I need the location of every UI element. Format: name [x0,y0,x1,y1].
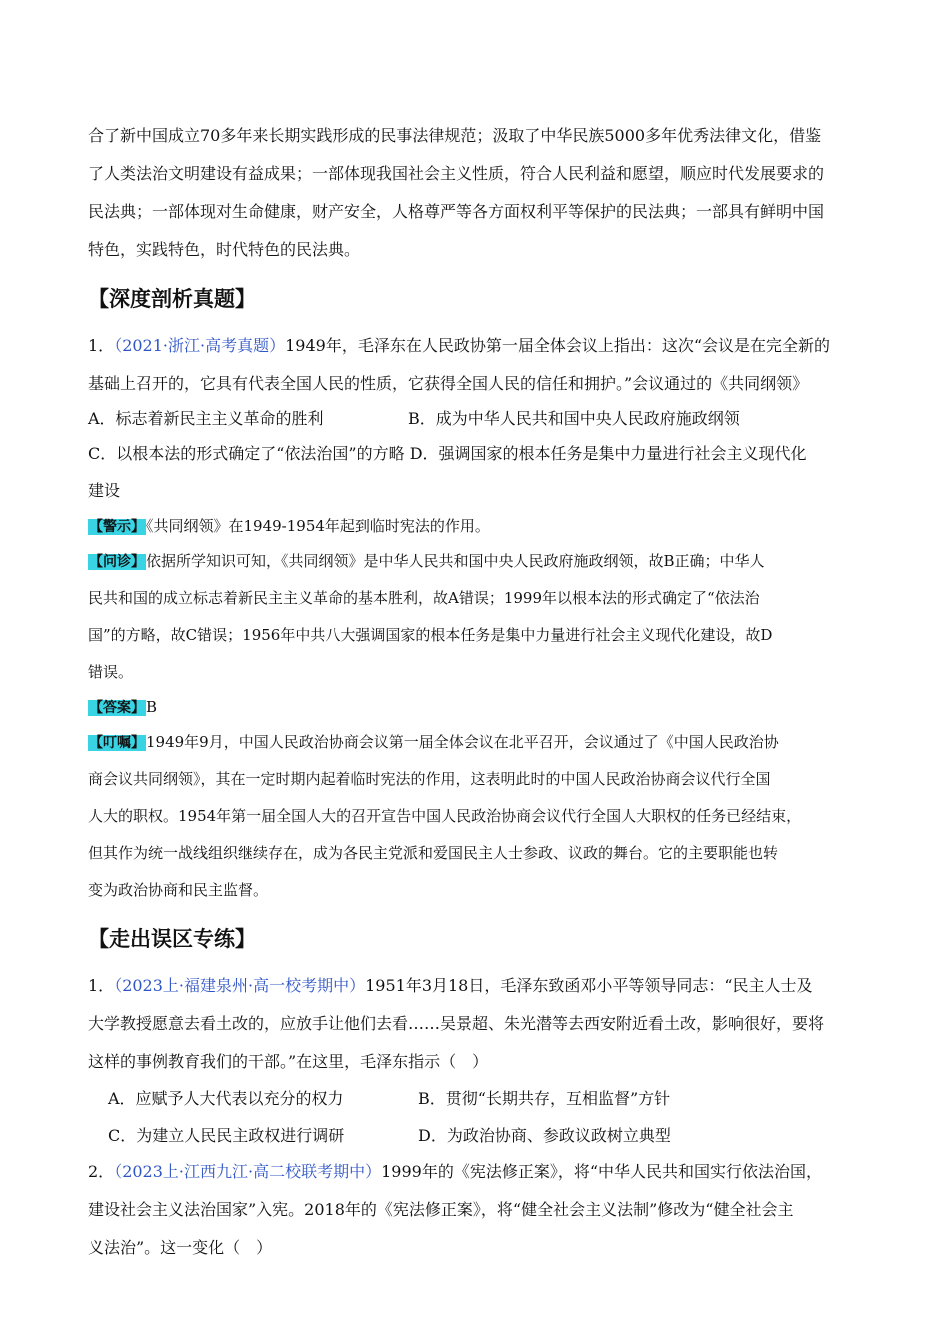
diagnosis-line-3: 国”的方略，故C错误；1956年中共八大强调国家的根本任务是集中力量进行社会主义现代化建设，故D [88,626,773,644]
diagnosis-line-4: 错误。 [88,663,134,681]
question-text: 1999年的《宪法修正案》，将“中华人民共和国实行依法治国， [381,1162,822,1181]
option-b: B．成为中华人民共和国中央人民政府施政纲领 [408,409,740,428]
practice-q1-option-b: B．贯彻“长期共存，互相监督”方针 [418,1089,671,1108]
practice-q2-line-3: 义法治”。这一变化（ ） [88,1238,273,1257]
intro-line-2: 了人类法治文明建设有益成果；一部体现我国社会主义性质，符合人民利益和愿望，顺应时代发展要求的 [88,164,825,183]
question-number: 1． [88,976,115,995]
practice-q2-line-2: 建设社会主义法治国家”入宪。2018年的《宪法修正案》，将“健全社会主义法制”修改为“健全社会主 [88,1200,794,1219]
reminder-line-2: 商会议共同纲领》，其在一定时期内起着临时宪法的作用，这表明此时的中国人民政治协商会议代行全国 [88,770,771,788]
diagnosis-text: 依据所学知识可知，《共同纲领》是中华人民共和国中央人民政府施政纲领，故B正确；中华人 [146,552,765,570]
practice-q1-option-d: D．为政治协商、参政议政树立典型 [418,1126,671,1145]
question-source: （2023上·江西九江·高二校联考期中） [114,1162,382,1181]
warning-paragraph [88,514,490,539]
question-number: 2． [88,1162,115,1181]
section-heading-analysis: 【深度剖析真题】 [88,287,256,311]
question-1-line-2: 基础上召开的，它具有代表全国人民的性质，它获得全国人民的信任和拥护。”会议通过的《共同纲领》 [88,374,809,393]
intro-line-3: 民法典；一部体现对生命健康，财产安全，人格尊严等各方面权利平等保护的民法典；一部具有鲜明中国 [88,202,825,221]
option-a: A．标志着新民主主义革命的胜利 [88,409,324,428]
diagnosis-line-2: 民共和国的成立标志着新民主主义革命的基本胜利，故A错误；1999年以根本法的形式确定了“依法治 [88,589,760,607]
warning-text: 《共同纲领》在1949-1954年起到临时宪法的作用。 [146,517,490,535]
question-text: 1951年3月18日，毛泽东致函邓小平等领导同志：“民主人士及 [365,976,813,995]
reminder-line-4: 但其作为统一战线组织继续存在，成为各民主党派和爱国民主人士参政、议政的舞台。它的主要职能也转 [88,844,779,862]
practice-q1-option-c: C．为建立人民民主政权进行调研 [108,1126,345,1145]
section-heading-practice: 【走出误区专练】 [88,927,256,951]
practice-q2-line-1 [88,1160,822,1184]
question-source: （2023上·福建泉州·高一校考期中） [114,976,366,995]
warning-tag: 【警示】 [89,519,145,535]
diagnosis-line-1 [88,549,765,574]
question-number: 1． [88,336,115,355]
reminder-tag: 【叮嘱】 [89,735,145,751]
answer-paragraph [88,695,157,720]
question-text: 1949年，毛泽东在人民政协第一届全体会议上指出：这次“会议是在完全新的 [285,336,830,355]
practice-q1-line-2: 大学教授愿意去看土改的，应放手让他们去看……吴景超、朱光潜等去西安附近看土改，影响很好，要将 [88,1014,825,1033]
diagnosis-tag: 【问诊】 [89,554,145,570]
option-d-continued: 建设 [88,481,121,500]
question-source: （2021·浙江·高考真题） [114,336,286,355]
practice-q1-option-a: A．应赋予人大代表以充分的权力 [108,1089,344,1108]
practice-q1-line-3: 这样的事例教育我们的干部。”在这里，毛泽东指示（ ） [88,1052,489,1071]
reminder-line-1 [88,730,779,755]
practice-q1-line-1 [88,974,813,998]
option-c-d: C．以根本法的形式确定了“依法治国”的方略 D．强调国家的根本任务是集中力量进行社会主义现代化 [88,444,807,463]
reminder-line-5: 变为政治协商和民主监督。 [88,881,269,899]
intro-line-4: 特色，实践特色，时代特色的民法典。 [88,240,361,259]
answer-tag: 【答案】 [89,700,145,716]
reminder-text: 1949年9月，中国人民政治协商会议第一届全体会议在北平召开，会议通过了《中国人民政治协 [146,733,779,751]
question-1-line-1 [88,334,830,358]
reminder-line-3: 人大的职权。1954年第一届全国人大的召开宣告中国人民政治协商会议代行全国人大职权的任务已经结束， [88,807,802,825]
intro-line-1: 合了新中国成立70多年来长期实践形成的民事法律规范；汲取了中华民族5000多年优秀法律文化，借鉴 [88,126,822,145]
answer-value: B [146,698,158,716]
